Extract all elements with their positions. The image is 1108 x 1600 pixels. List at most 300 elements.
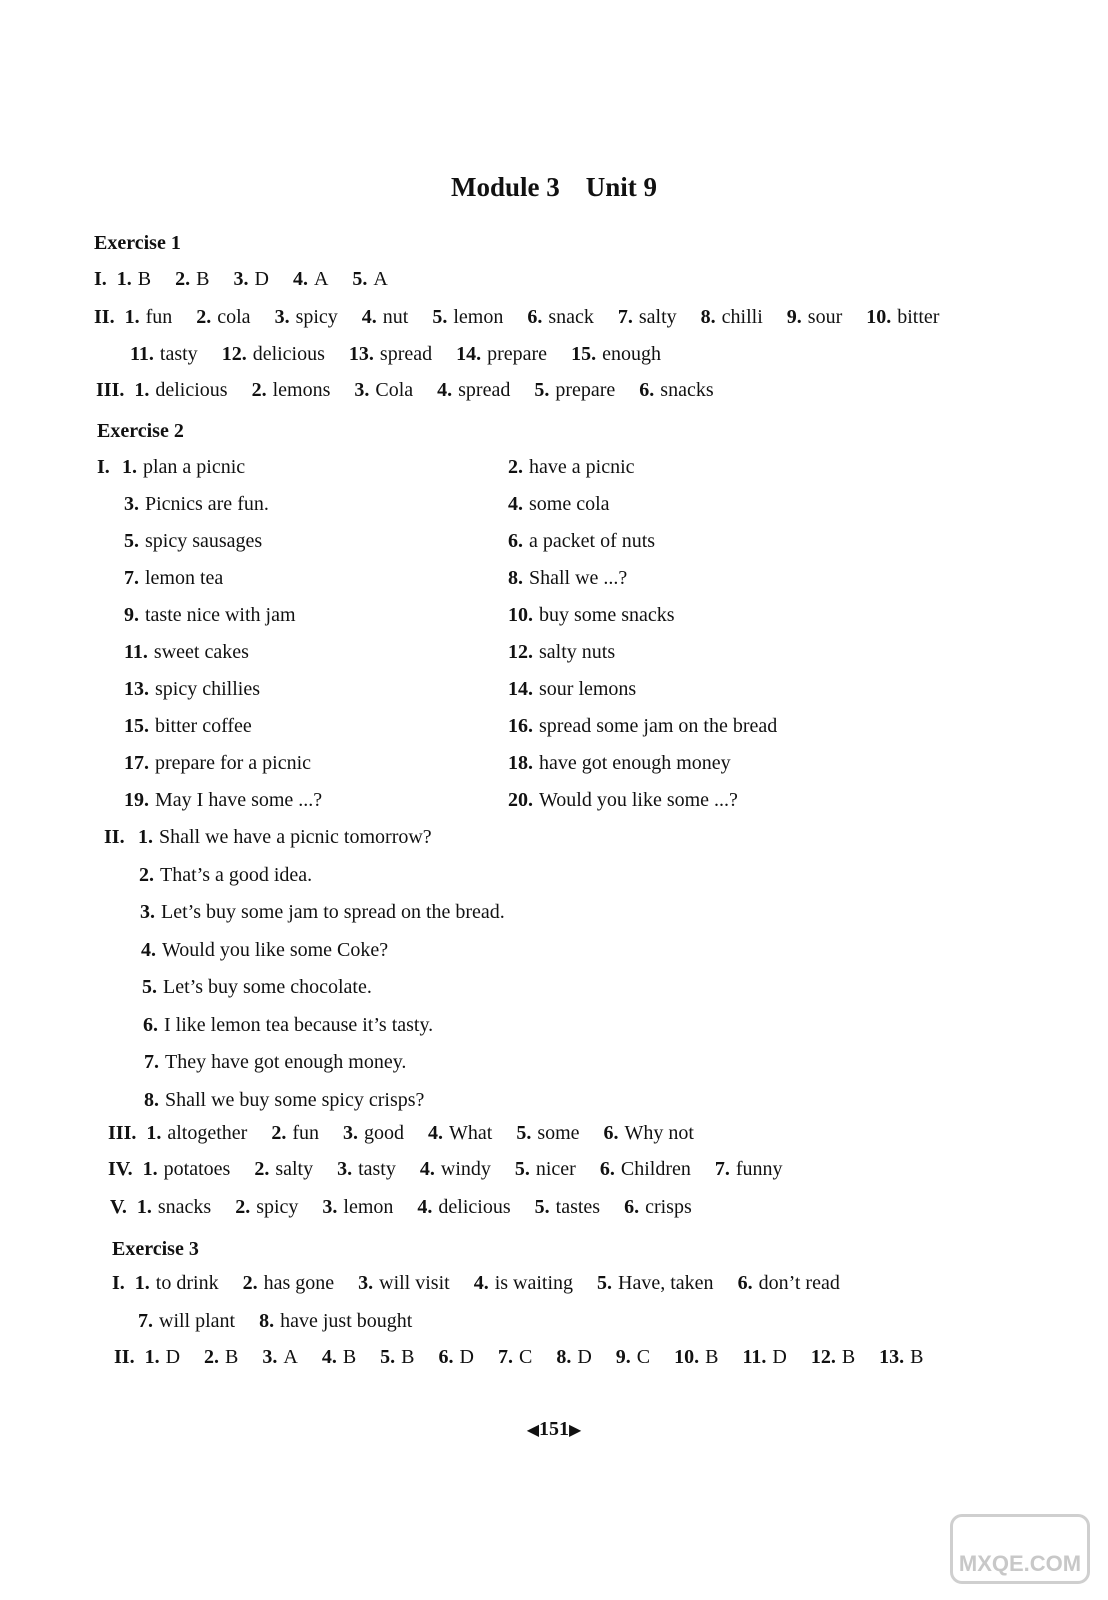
answer-item	[254, 1158, 313, 1181]
answer-number: 14.	[456, 343, 482, 365]
answer-text: A	[373, 268, 388, 290]
answer-number: 4.	[428, 1122, 443, 1144]
answer-text: fun	[292, 1122, 319, 1144]
answer-item	[124, 641, 249, 664]
answer-number: 3.	[274, 306, 290, 328]
answer-item	[259, 1310, 412, 1333]
answer-number: 12.	[810, 1346, 836, 1368]
answer-number: 13.	[124, 678, 149, 700]
answer-text: snacks	[157, 1196, 212, 1218]
answer-item	[137, 1196, 211, 1219]
answer-number: 1.	[136, 1196, 152, 1218]
answer-item	[787, 306, 842, 329]
answer-item	[134, 379, 227, 402]
answer-item	[343, 1122, 404, 1145]
answer-text: tasty	[159, 343, 198, 365]
answer-text: prepare	[555, 379, 616, 401]
answer-item	[354, 379, 413, 402]
answer-text: taste nice with jam	[145, 604, 296, 626]
answer-text: salty	[638, 306, 677, 328]
answer-item	[508, 567, 627, 590]
answer-item	[597, 1272, 714, 1295]
answer-item	[293, 268, 328, 291]
answer-text: Children	[620, 1158, 691, 1180]
answer-number: 7.	[497, 1346, 513, 1368]
answer-text: salty	[275, 1158, 314, 1180]
answer-number: 6.	[603, 1122, 619, 1144]
answer-item	[380, 1346, 414, 1369]
answer-number: 13.	[348, 343, 374, 365]
answer-number: 3.	[322, 1196, 338, 1218]
page-number	[0, 1418, 1108, 1441]
answer-item	[125, 306, 173, 329]
answer-item	[222, 343, 325, 366]
answer-number: 4.	[419, 1158, 435, 1180]
answer-item	[508, 715, 777, 738]
ex2-part-I-label	[97, 456, 120, 479]
section-numeral: I.	[112, 1272, 125, 1294]
answer-text: D	[254, 268, 269, 290]
answer-number: 1.	[144, 1346, 160, 1368]
answer-number: 17.	[124, 752, 149, 774]
answer-number: 7.	[138, 1310, 153, 1332]
answer-text: sweet cakes	[153, 641, 249, 663]
answer-number: 5.	[432, 306, 448, 328]
watermark-logo	[950, 1514, 1090, 1584]
answer-text: B	[705, 1346, 719, 1368]
answer-text: sour lemons	[539, 678, 637, 700]
ex3-part-I-row2	[138, 1310, 436, 1333]
answer-text: funny	[735, 1158, 783, 1180]
answer-text: Picnics are fun.	[145, 493, 269, 515]
answer-number: 5.	[514, 1158, 530, 1180]
answer-text: crisps	[645, 1196, 692, 1218]
ex2-part-II-label	[104, 826, 135, 849]
answer-text: Why not	[624, 1122, 694, 1144]
answer-number: 16.	[508, 715, 533, 737]
answer-text: B	[910, 1346, 924, 1368]
answer-item	[275, 306, 338, 329]
answer-text: altogether	[167, 1122, 248, 1144]
answer-text: has gone	[263, 1272, 335, 1294]
answer-item	[271, 1122, 319, 1145]
answer-item	[428, 1122, 492, 1145]
answer-item	[738, 1272, 840, 1295]
answer-number: 3.	[343, 1122, 358, 1144]
ex3-part-II	[114, 1346, 948, 1369]
answer-number: 3.	[140, 901, 155, 923]
answer-item	[616, 1346, 650, 1369]
answer-text: bitter	[897, 306, 940, 328]
answer-text: prepare for a picnic	[155, 752, 312, 774]
answer-text: delicious	[438, 1196, 511, 1218]
answer-text: delicious	[155, 379, 228, 401]
answer-number: 6.	[599, 1158, 615, 1180]
answer-text: cola	[217, 306, 251, 328]
answer-text: lemons	[272, 379, 331, 401]
answer-item	[508, 493, 610, 516]
section-numeral: IV.	[108, 1158, 133, 1180]
answer-text: B	[225, 1346, 239, 1368]
answer-item	[534, 379, 615, 402]
answer-number: 11.	[742, 1346, 767, 1368]
exercise-2-heading: Exercise 2	[97, 420, 184, 442]
ex2-part-I-numeral: I.	[97, 456, 110, 478]
right-triangle-icon: ▶	[569, 1422, 582, 1439]
answer-number: 19.	[124, 789, 149, 811]
answer-text: D	[772, 1346, 787, 1368]
page-number-text: 151	[539, 1418, 569, 1440]
answer-number: 1.	[142, 1158, 158, 1180]
answer-item	[879, 1346, 923, 1369]
answer-item	[349, 343, 432, 366]
answer-number: 2.	[139, 863, 154, 886]
answer-number: 2.	[508, 456, 523, 478]
answer-item	[124, 715, 252, 738]
answer-item	[362, 306, 409, 329]
answer-number: 8.	[556, 1346, 572, 1368]
answer-number: 5.	[534, 379, 550, 401]
answer-number: 6.	[438, 1346, 454, 1368]
answer-number: 2.	[204, 1346, 220, 1368]
answer-number: 1.	[138, 826, 153, 848]
answer-number: 6.	[527, 306, 543, 328]
answer-text: fun	[145, 306, 173, 328]
answer-number: 2.	[235, 1196, 251, 1218]
answer-item	[122, 456, 245, 479]
answer-number: 5.	[534, 1196, 550, 1218]
answer-item	[508, 604, 675, 627]
answer-number: 11.	[130, 343, 154, 365]
ex1-part-III	[96, 379, 738, 402]
answer-item	[124, 493, 269, 516]
answer-number: 4.	[292, 268, 308, 290]
answer-item	[146, 1122, 247, 1145]
answer-text: delicious	[252, 343, 325, 365]
answer-item	[141, 939, 388, 962]
answer-number: 10.	[508, 604, 533, 626]
answer-number: 4.	[437, 379, 453, 401]
answer-item	[811, 1346, 855, 1369]
answer-number: 6.	[624, 1196, 640, 1218]
answer-number: 10.	[674, 1346, 700, 1368]
answer-number: 2.	[175, 268, 191, 290]
answer-item	[508, 530, 655, 553]
section-numeral: V.	[110, 1196, 127, 1218]
answer-text: sour	[807, 306, 843, 328]
answer-number: 9.	[786, 306, 802, 328]
section-numeral: II.	[94, 306, 115, 328]
answer-number: 10.	[866, 306, 892, 328]
answer-text: spicy	[295, 306, 338, 328]
answer-number: 6.	[143, 1013, 158, 1036]
answer-item	[508, 678, 636, 701]
answer-number: 2.	[242, 1272, 258, 1294]
answer-number: 12.	[221, 343, 247, 365]
answer-item	[508, 789, 738, 812]
answer-number: 7.	[617, 306, 633, 328]
answer-number: 5.	[380, 1346, 396, 1368]
answer-text: Let’s buy some chocolate.	[163, 976, 372, 998]
answer-text: Would you like some ...?	[539, 789, 738, 811]
answer-number: 8.	[259, 1310, 275, 1332]
answer-text: Shall we have a picnic tomorrow?	[159, 826, 432, 848]
answer-item	[437, 379, 510, 402]
answer-item	[322, 1196, 393, 1219]
answer-item	[600, 1158, 691, 1181]
ex2-part-II-numeral: II.	[104, 826, 125, 848]
answer-item	[124, 567, 223, 590]
section-numeral: II.	[114, 1346, 135, 1368]
answer-text: A	[313, 268, 329, 290]
answer-item	[556, 1346, 591, 1369]
answer-text: A	[283, 1346, 298, 1368]
answer-number: 4.	[141, 938, 156, 961]
answer-number: 3.	[262, 1346, 278, 1368]
answer-number: 2.	[271, 1122, 287, 1144]
answer-item	[432, 306, 503, 329]
answer-item	[508, 641, 615, 664]
answer-item	[417, 1196, 510, 1219]
answer-number: 1.	[146, 1122, 162, 1144]
ex1-part-II-row2	[130, 343, 685, 366]
answer-text: don’t read	[758, 1272, 840, 1294]
answer-item	[233, 268, 268, 291]
answer-text: D	[577, 1346, 592, 1368]
answer-item	[124, 752, 311, 775]
answer-text: Cola	[375, 379, 414, 401]
answer-text: Would you like some Coke?	[162, 938, 389, 961]
answer-text: lemon tea	[145, 567, 224, 589]
answer-text: have got enough money	[539, 752, 731, 774]
answer-item	[144, 1051, 406, 1074]
answer-text: chilli	[721, 306, 763, 328]
answer-number: 4.	[508, 493, 523, 515]
ex2-part-III	[108, 1122, 718, 1145]
answer-item	[674, 1346, 718, 1369]
answer-text: spicy sausages	[145, 530, 263, 552]
page-title	[0, 172, 1108, 203]
answer-item	[117, 268, 151, 291]
ex1-part-I	[94, 268, 412, 291]
answer-text: some cola	[529, 493, 610, 515]
answer-item	[145, 1346, 180, 1369]
answer-text: C	[636, 1346, 651, 1368]
answer-item	[337, 1158, 396, 1181]
answer-item	[358, 1272, 450, 1295]
answer-text: snacks	[660, 379, 714, 401]
answer-number: 2.	[196, 306, 212, 328]
answer-item	[508, 752, 731, 775]
answer-text: have a picnic	[529, 456, 635, 478]
answer-number: 6.	[639, 379, 655, 401]
answer-text: Shall we ...?	[529, 567, 628, 589]
answer-number: 3.	[124, 493, 139, 515]
answer-number: 1.	[134, 1272, 150, 1294]
answer-item	[130, 343, 198, 366]
answer-text: bitter coffee	[155, 715, 252, 737]
answer-item	[175, 268, 209, 291]
answer-item	[456, 343, 547, 366]
answer-number: 7.	[124, 567, 139, 589]
answer-text: I like lemon tea because it’s tasty.	[164, 1013, 434, 1036]
answer-text: C	[518, 1346, 533, 1368]
answer-item	[516, 1122, 579, 1145]
answer-number: 4.	[361, 306, 377, 328]
answer-item	[535, 1196, 600, 1219]
answer-text: tastes	[555, 1196, 601, 1218]
answer-text: B	[137, 268, 152, 290]
answer-item	[243, 1272, 335, 1295]
exercise-1-heading: Exercise 1	[94, 232, 181, 254]
answer-text: have just bought	[280, 1310, 413, 1332]
answer-number: 3.	[354, 379, 370, 401]
answer-item	[604, 1122, 694, 1145]
answer-number: 4.	[417, 1196, 433, 1218]
answer-item	[322, 1346, 356, 1369]
answer-number: 1.	[122, 456, 137, 478]
answer-item	[144, 1089, 424, 1112]
answer-text: They have got enough money.	[165, 1051, 407, 1073]
answer-number: 8.	[144, 1088, 159, 1111]
answer-text: buy some snacks	[539, 604, 675, 626]
answer-text: spread	[458, 379, 511, 401]
answer-text: B	[401, 1346, 415, 1368]
answer-text: to drink	[155, 1272, 219, 1294]
section-numeral: III.	[96, 379, 125, 401]
answer-number: 5.	[516, 1122, 532, 1144]
answer-item	[420, 1158, 491, 1181]
answer-text: good	[364, 1122, 404, 1144]
answer-item	[571, 343, 661, 366]
answer-number: 14.	[508, 678, 533, 700]
answer-item	[618, 306, 677, 329]
answer-text: B	[342, 1346, 357, 1368]
answer-text: potatoes	[163, 1158, 231, 1180]
answer-item	[639, 379, 713, 402]
watermark-text: MXQE.COM	[958, 1551, 1082, 1576]
answer-text: tasty	[358, 1158, 396, 1180]
answer-number: 8.	[508, 567, 523, 589]
answer-text: Shall we buy some spicy crisps?	[165, 1088, 425, 1111]
answer-item	[715, 1158, 783, 1181]
answer-text: B	[196, 268, 210, 290]
answer-item	[196, 306, 250, 329]
answer-item	[742, 1346, 786, 1369]
answer-number: 7.	[714, 1158, 730, 1180]
ex2-part-IV	[108, 1158, 807, 1181]
answer-text: What	[449, 1122, 493, 1144]
answer-text: prepare	[487, 343, 548, 365]
answer-number: 5.	[352, 268, 368, 290]
section-numeral: III.	[108, 1122, 137, 1144]
answer-item	[624, 1196, 692, 1219]
answer-text: lemon	[343, 1196, 394, 1218]
answer-number: 4.	[321, 1346, 337, 1368]
answer-number: 5.	[597, 1272, 613, 1294]
answer-number: 5.	[142, 976, 157, 998]
answer-text: is waiting	[494, 1272, 574, 1294]
module-label: Module 3	[450, 172, 560, 202]
answer-item	[143, 1158, 231, 1181]
answer-number: 15.	[571, 343, 597, 365]
answer-item	[124, 530, 262, 553]
unit-label: Unit 9	[585, 172, 658, 202]
answer-text: D	[165, 1346, 181, 1368]
answer-item	[252, 379, 331, 402]
answer-number: 2.	[251, 379, 267, 401]
answer-number: 1.	[134, 379, 150, 401]
answer-text: windy	[440, 1158, 491, 1180]
answer-number: 12.	[508, 641, 533, 663]
answer-text: lemon	[453, 306, 504, 328]
left-triangle-icon: ◀	[526, 1422, 539, 1439]
answer-number: 3.	[337, 1158, 353, 1180]
answer-text: snack	[548, 306, 594, 328]
answer-item	[352, 268, 387, 291]
answer-number: 3.	[358, 1272, 374, 1294]
answer-item	[140, 901, 505, 924]
answer-text: That’s a good idea.	[160, 863, 313, 886]
answer-text: spicy chillies	[155, 678, 260, 700]
answer-item	[508, 456, 635, 479]
ex1-part-II-row1	[94, 306, 963, 329]
answer-item	[701, 306, 763, 329]
answer-text: B	[841, 1346, 856, 1368]
section-numeral: I.	[94, 268, 107, 290]
answer-text: nicer	[535, 1158, 576, 1180]
answer-text: will plant	[159, 1310, 236, 1332]
answer-number: 13.	[879, 1346, 905, 1368]
answer-number: 4.	[473, 1272, 489, 1294]
answer-text: salty nuts	[539, 641, 616, 663]
answer-number: 1.	[116, 268, 132, 290]
answer-item	[866, 306, 939, 329]
answer-item	[143, 1014, 433, 1037]
answer-item	[204, 1346, 238, 1369]
answer-item	[135, 1272, 219, 1295]
answer-text: Have, taken	[618, 1272, 714, 1294]
answer-text: spicy	[256, 1196, 299, 1218]
answer-item	[498, 1346, 532, 1369]
answer-number: 1.	[124, 306, 140, 328]
answer-item	[474, 1272, 573, 1295]
answer-number: 8.	[700, 306, 716, 328]
answer-text: D	[459, 1346, 474, 1368]
answer-item	[124, 604, 296, 627]
answer-number: 9.	[124, 604, 139, 626]
exercise-3-heading: Exercise 3	[112, 1238, 199, 1260]
answer-number: 3.	[233, 268, 249, 290]
answer-item	[527, 306, 594, 329]
answer-text: May I have some ...?	[155, 789, 323, 811]
answer-item	[124, 678, 260, 701]
answer-text: enough	[602, 343, 661, 365]
answer-text: some	[537, 1122, 580, 1144]
ex3-part-I-row1	[112, 1272, 864, 1295]
answer-number: 5.	[124, 530, 139, 552]
answer-number: 6.	[737, 1272, 753, 1294]
ex2-part-V	[110, 1196, 716, 1219]
answer-item	[139, 864, 312, 887]
answer-text: spread	[379, 343, 433, 365]
answer-text: will visit	[379, 1272, 450, 1294]
answer-item	[138, 826, 432, 849]
answer-text: Let’s buy some jam to spread on the bread.	[161, 901, 505, 923]
answer-item	[138, 1310, 235, 1333]
answer-number: 6.	[508, 530, 523, 552]
answer-number: 11.	[124, 641, 148, 663]
